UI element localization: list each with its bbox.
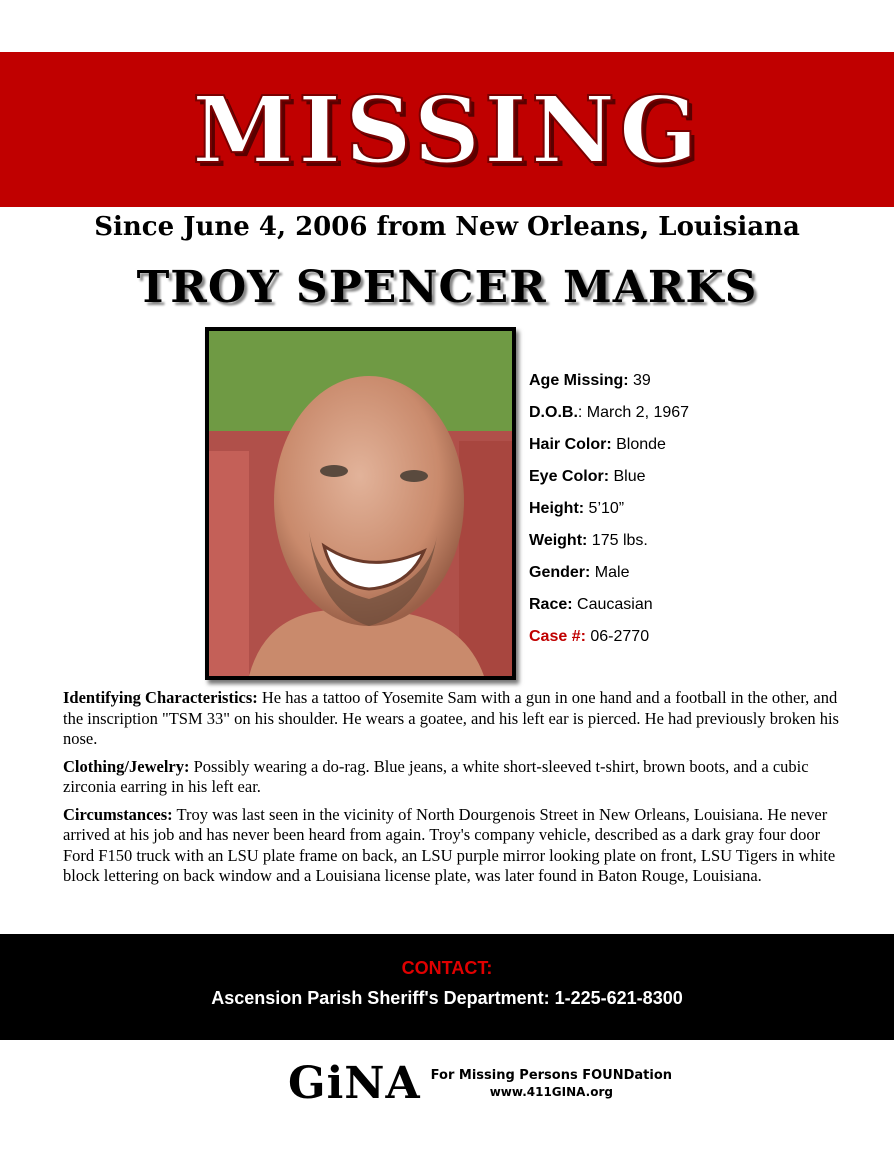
fact-height bbox=[529, 496, 869, 528]
fact-label: Case #: bbox=[529, 628, 586, 645]
fact-label: Hair Color: bbox=[529, 436, 612, 453]
fact-hair-color bbox=[529, 432, 869, 464]
footer bbox=[288, 1058, 672, 1108]
section-circumstances bbox=[63, 805, 843, 887]
fact-label: Weight: bbox=[529, 532, 588, 549]
foundation-url[interactable]: www.411GINA.org bbox=[489, 1084, 613, 1099]
foundation-tagline: For Missing Persons FOUNDation bbox=[430, 1067, 673, 1083]
fact-value: 175 lbs. bbox=[587, 532, 648, 549]
section-text: Troy was last seen in the vicinity of North Dourgenois Street in New Orleans, Louisiana. He never arrived at his job and has never been heard from again. Troy's company vehicle, described as a dark gray four door Ford F150 truck with an LSU plate frame on back, an LSU purple mirror looking plate on front, LSU Tigers in white block lettering on back window and a Louisiana license plate, was later found in Baton Rouge, Louisiana. bbox=[63, 804, 836, 885]
contact-label: CONTACT: bbox=[401, 958, 493, 978]
person-photo bbox=[205, 327, 516, 680]
fact-value: Male bbox=[590, 564, 630, 581]
fact-case-number bbox=[529, 624, 869, 656]
fact-label: D.O.B. bbox=[529, 404, 578, 421]
fact-label: Race: bbox=[529, 596, 573, 613]
fact-eye-color bbox=[529, 464, 869, 496]
fact-weight bbox=[529, 528, 869, 560]
fact-value: 39 bbox=[628, 372, 651, 389]
fact-value: Blue bbox=[609, 468, 646, 485]
fact-label: Eye Color: bbox=[529, 468, 610, 485]
section-identifying-characteristics bbox=[63, 688, 843, 750]
fact-race bbox=[529, 592, 869, 624]
gina-logo: GiNA bbox=[288, 1057, 421, 1109]
contact-info: Ascension Parish Sheriff's Department: 1-225-621-8300 bbox=[211, 988, 683, 1008]
description-sections bbox=[63, 688, 843, 894]
section-heading: Identifying Characteristics: bbox=[63, 688, 258, 707]
fact-value: 5’10” bbox=[584, 500, 625, 517]
fact-age-missing bbox=[529, 368, 869, 400]
fact-label: Height: bbox=[529, 500, 585, 517]
section-text: Possibly wearing a do-rag. Blue jeans, a white short-sleeved t-shirt, brown boots, and a cubic zirconia earring in his left ear. bbox=[63, 756, 809, 796]
section-text: He has a tattoo of Yosemite Sam with a gun in one hand and a football in the other, and the inscription "TSM 33" on his shoulder. He wears a goatee, and his left ear is pierced. He had previously broken his nose. bbox=[63, 688, 839, 748]
missing-banner bbox=[0, 52, 894, 207]
missing-person-name: TROY SPENCER MARKS bbox=[136, 262, 758, 313]
fact-label: Age Missing: bbox=[529, 372, 629, 389]
section-heading: Clothing/Jewelry: bbox=[63, 756, 190, 776]
missing-since-line: Since June 4, 2006 from New Orleans, Louisiana bbox=[94, 212, 800, 242]
fact-value: : March 2, 1967 bbox=[577, 404, 690, 421]
fact-value: Caucasian bbox=[572, 596, 653, 613]
fact-label: Gender: bbox=[529, 564, 591, 581]
fact-gender bbox=[529, 560, 869, 592]
fact-dob bbox=[529, 400, 869, 432]
fact-value: Blonde bbox=[611, 436, 666, 453]
foundation-block bbox=[431, 1068, 672, 1099]
section-clothing-jewelry bbox=[63, 757, 843, 798]
section-heading: Circumstances: bbox=[63, 804, 173, 824]
banner-title: MISSING bbox=[192, 75, 702, 184]
fact-value: 06-2770 bbox=[585, 628, 650, 645]
person-facts bbox=[529, 368, 869, 656]
contact-bar bbox=[0, 934, 894, 1040]
